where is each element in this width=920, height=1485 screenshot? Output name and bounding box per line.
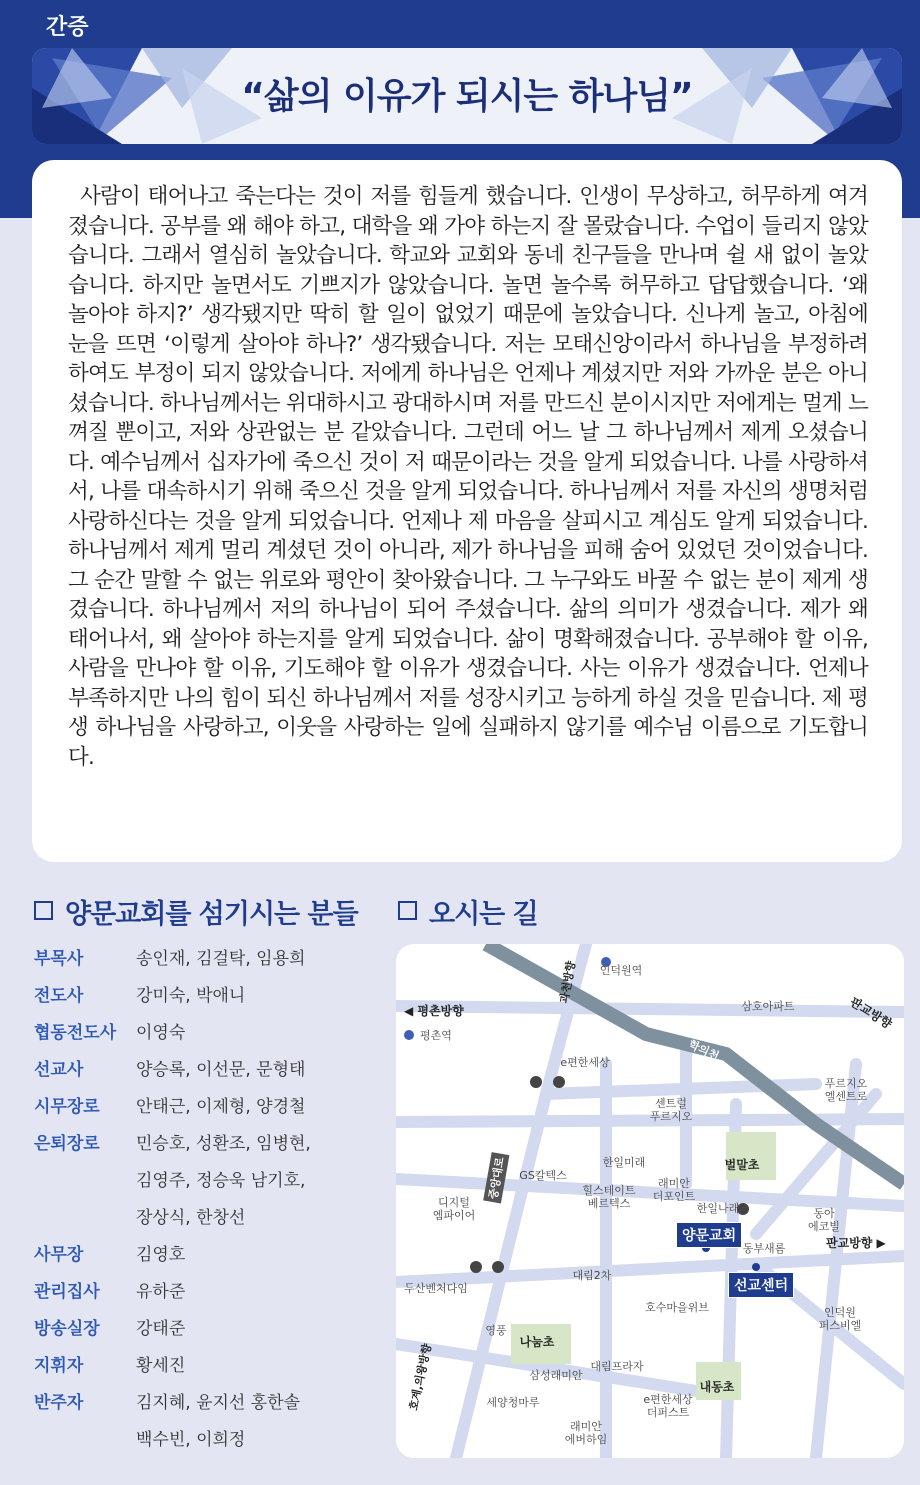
direction-pyeongchon: ◀ 평촌방향 bbox=[404, 1004, 464, 1018]
staff-row bbox=[34, 1277, 185, 1305]
school-label: 나눔초 bbox=[519, 1335, 555, 1349]
bus-stop-icon bbox=[553, 1076, 565, 1088]
staff-title: 사무장 bbox=[34, 1245, 84, 1265]
staff-names: 양승록, 이선문, 문형태 bbox=[136, 1060, 306, 1080]
bus-stop-icon bbox=[530, 1076, 542, 1088]
square-bullet-icon bbox=[34, 901, 53, 920]
square-bullet-icon bbox=[398, 901, 417, 920]
staff-title: 선교사 bbox=[34, 1060, 84, 1080]
staff-row bbox=[34, 1018, 185, 1046]
bus-stop-icon bbox=[470, 1261, 482, 1273]
map-heading bbox=[398, 892, 538, 931]
staff-row-cont bbox=[34, 1425, 245, 1453]
direction-gwacheon: 과천방향 bbox=[557, 960, 578, 1005]
place-label: 힐스테이트 베르텍스 bbox=[582, 1184, 636, 1210]
staff-title: 전도사 bbox=[34, 986, 84, 1006]
staff-names: 이영숙 bbox=[136, 1023, 186, 1043]
place-label: 평촌역 bbox=[420, 1029, 452, 1042]
place-label: 삼호아파트 bbox=[741, 1000, 795, 1013]
place-label: 래미안 더포인트 bbox=[652, 1177, 696, 1203]
place-label: 푸르지오 엘센트로 bbox=[824, 1077, 868, 1103]
school-label: 내동초 bbox=[699, 1380, 735, 1394]
staff-title: 지휘자 bbox=[34, 1356, 84, 1376]
direction-pangyo-east: 판교방향 ▶ bbox=[826, 1236, 886, 1250]
staff-names: 송인재, 김걸탁, 임용희 bbox=[136, 949, 306, 969]
staff-names: 안태근, 이제형, 양경철 bbox=[136, 1097, 306, 1117]
staff-row bbox=[34, 1314, 185, 1342]
map-heading-text: 오시는 길 bbox=[429, 899, 538, 930]
road-jungang: 중앙대로 bbox=[483, 1153, 509, 1204]
place-label: 삼성래미안 bbox=[529, 1369, 583, 1382]
staff-row bbox=[34, 1388, 300, 1416]
staff-row bbox=[34, 1240, 185, 1268]
place-label: 호수마을위브 bbox=[645, 1301, 709, 1314]
staff-row-cont bbox=[34, 1166, 305, 1194]
direction-pangyo-northeast: 판교방향 bbox=[847, 994, 895, 1032]
place-label: 래미안 에버하임 bbox=[564, 1420, 608, 1446]
staff-title: 반주자 bbox=[34, 1393, 84, 1413]
place-label: e편한세상 더퍼스트 bbox=[643, 1393, 693, 1419]
place-label: 동아 에코빌 bbox=[808, 1207, 840, 1233]
center-marker-icon bbox=[752, 1263, 760, 1271]
place-label: 센트럴 푸르지오 bbox=[649, 1097, 693, 1123]
place-label: 한일미래 bbox=[602, 1156, 646, 1169]
subway-icon bbox=[404, 1030, 414, 1040]
staff-title: 방송실장 bbox=[34, 1319, 100, 1339]
staff-names: 김지혜, 윤지선 홍한솔 bbox=[136, 1393, 301, 1413]
staff-names: 김영주, 정승욱 남기호, bbox=[136, 1171, 306, 1191]
church-label[interactable]: 양문교회 bbox=[676, 1222, 742, 1248]
staff-names: 백수빈, 이희정 bbox=[136, 1430, 246, 1450]
bus-stop-icon bbox=[492, 1261, 504, 1273]
staff-names: 장상식, 한창선 bbox=[136, 1208, 246, 1228]
staff-names: 황세진 bbox=[136, 1356, 186, 1376]
staff-row bbox=[34, 1055, 305, 1083]
location-map[interactable] bbox=[396, 944, 904, 1458]
staff-row bbox=[34, 981, 245, 1009]
place-label: 인덕원 퍼스비엘 bbox=[818, 1306, 862, 1332]
staff-names: 민승호, 성환조, 임병현, bbox=[136, 1134, 311, 1154]
staff-row bbox=[34, 1129, 311, 1157]
staff-heading bbox=[34, 892, 358, 931]
staff-heading-text: 양문교회를 섬기시는 분들 bbox=[65, 899, 358, 930]
staff-title: 협동전도사 bbox=[34, 1023, 117, 1043]
park-area bbox=[726, 1132, 776, 1180]
staff-row-cont bbox=[34, 1203, 245, 1231]
place-label: 세양청마루 bbox=[486, 1396, 540, 1409]
page-title: “삶의 이유가 되시는 하나님” bbox=[241, 76, 693, 117]
staff-title: 은퇴장로 bbox=[34, 1134, 100, 1154]
staff-names: 유하준 bbox=[136, 1282, 186, 1302]
section-tag: 간증 bbox=[46, 15, 89, 40]
staff-row bbox=[34, 1351, 185, 1379]
staff-row bbox=[34, 1092, 305, 1120]
place-label: 디지털 엠파이어 bbox=[432, 1196, 476, 1222]
school-label: 벌말초 bbox=[724, 1158, 760, 1172]
place-label: GS칼텍스 bbox=[519, 1169, 567, 1182]
staff-names: 김영호 bbox=[136, 1245, 186, 1265]
testimony-text: 사람이 태어나고 죽는다는 것이 저를 힘들게 했습니다. 인생이 무상하고, 허무하게 여겨졌습니다. 공부를 왜 해야 하고, 대학을 왜 가야 하는지 잘 몰랐습니다. 수업이 들리지 않았습니다. 그래서 열심히 놀았습니다. 학교와 교회와 동네 친구들을 만나며 쉴 새 없이 놀았습니다. 하지만 놀면서도 기쁘지가 않았습니다. 놀면 놀수록 허무하고 답답했습니다. ‘왜 놀아야 하지?’ 생각됐지만 딱히 할 일이 없었기 때문에 놀았습니다. 신나게 놀고, 아침에 눈을 뜨면 ‘이렇게 살아야 하나?’ 생각됐습니다. 저는 모태신앙이라서 하나님을 부정하려 하여도 부정이 되지 않았습니다. 저에게 하나님은 언제나 계셨지만 저와 가까운 분은 아니셨습니다. 하나님께서는 위대하시고 광대하시며 저를 만드신 분이시지만 저에게는 멀게 느껴질 뿐이고, 저와 상관없는 분 같았습니다. 그런데 어느 날 그 하나님께서 제게 오셨습니다. 예수님께서 십자가에 죽으신 것이 저 때문이라는 것을 알게 되었습니다. 나를 사랑하셔서, 나를 대속하시기 위해 죽으신 것을 알게 되었습니다. 하나님께서 저를 자신의 생명처럼 사랑하신다는 것을 알게 되었습니다. 언제나 제 마음을 살피시고 계심도 알게 되었습니다. 하나님께서 제게 멀리 계셨던 것이 아니라, 제가 하나님을 피해 숨어 있었던 것이었습니다. 그 순간 말할 수 없는 위로와 평안이 찾아왔습니다. 그 누구와도 바꿀 수 없는 분이 제게 생겼습니다. 하나님께서 저의 하나님이 되어 주셨습니다. 삶의 의미가 생겼습니다. 제가 왜 태어나서, 왜 살아야 하는지를 알게 되었습니다. 삶이 명확해졌습니다. 공부해야 할 이유, 사람을 만나야 할 이유, 기도해야 할 이유가 생겼습니다. 사는 이유가 생겼습니다. 언제나 부족하지만 나의 힘이 되신 하나님께서 저를 성장시키고 능하게 하실 것을 믿습니다. 제 평생 하나님을 사랑하고, 이웃을 사랑하는 일에 실패하지 않기를 예수님 이름으로 기도합니다. bbox=[68, 184, 868, 770]
staff-row bbox=[34, 944, 305, 972]
place-label: 동부새롬 bbox=[742, 1242, 786, 1255]
testimony-card bbox=[32, 160, 902, 862]
staff-names: 강미숙, 박애니 bbox=[136, 986, 246, 1006]
place-label: e편한세상 bbox=[560, 1056, 610, 1069]
staff-title: 부목사 bbox=[34, 949, 84, 969]
place-label: 한일나래 bbox=[696, 1202, 740, 1215]
staff-title: 관리집사 bbox=[34, 1282, 100, 1302]
place-label: 대림프라자 bbox=[590, 1360, 644, 1373]
mission-center-label[interactable]: 선교센터 bbox=[728, 1272, 794, 1298]
place-label: 영풍 bbox=[485, 1324, 507, 1337]
place-label: 두산벤처다임 bbox=[404, 1282, 468, 1295]
staff-names: 강태준 bbox=[136, 1319, 186, 1339]
direction-hogye: 호계,의왕방향 bbox=[407, 1342, 434, 1412]
stream-hakui: 학의천 bbox=[686, 1037, 721, 1064]
staff-title: 시무장로 bbox=[34, 1097, 100, 1117]
place-label: 인덕원역 bbox=[599, 964, 643, 977]
place-label: 대림2차 bbox=[572, 1269, 612, 1282]
title-banner bbox=[32, 48, 902, 144]
